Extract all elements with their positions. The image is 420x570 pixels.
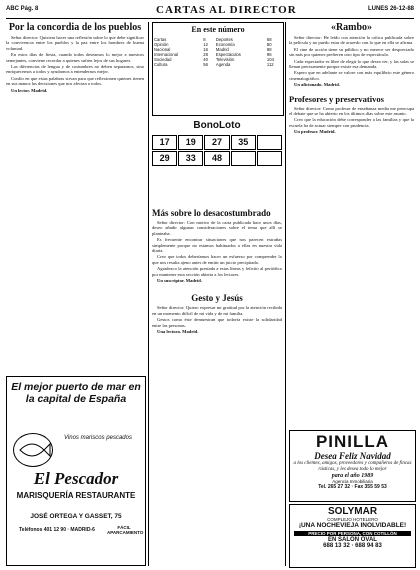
ad-brand: PINILLA	[315, 432, 390, 451]
letter-paragraph: Espero que en adelante se valore con más equilibrio este género cinematográfico.	[289, 70, 414, 81]
letter-signature: Un lector. Madrid.	[11, 87, 48, 93]
letter-paragraph: Señor director: Quiero expresar mi gratitud por la atención recibida en un momento difícil de mi vida y de mi familia.	[152, 305, 282, 316]
contents-row	[153, 62, 283, 67]
letter-column-2	[152, 206, 282, 566]
ad-el-pescador	[6, 376, 146, 566]
contents-item: Nacional	[154, 47, 171, 52]
loto-number	[231, 151, 256, 166]
contents-item: Agenda	[215, 62, 231, 67]
contents-item: Sociedad	[154, 57, 172, 62]
column-rule	[285, 22, 286, 566]
ad-year: para el año 1989	[331, 473, 374, 479]
ad-subline: Vinos mariscos pescados	[64, 435, 132, 441]
letter-signature: Un aficionado. Madrid.	[294, 82, 340, 88]
contents-item: Deportes	[215, 37, 233, 42]
ad-price-band: PRECIO POR PERSONA, CON COTILLÓN	[294, 531, 411, 536]
contents-item: Televisión	[215, 57, 235, 62]
letter-signature: Una lectora. Madrid.	[157, 329, 199, 335]
contents-page: 12	[203, 42, 208, 47]
contents-page: 16	[203, 47, 208, 52]
page-number: ABC Pág. 8	[6, 6, 39, 12]
letter-title: Gesto y Jesús	[191, 293, 243, 304]
page-header	[6, 4, 414, 19]
letter-signature: Un suscriptor. Madrid.	[157, 278, 203, 284]
contents-item: Espectáculos	[215, 52, 241, 57]
contents-title: En este número	[191, 25, 245, 34]
contents-page: 96	[266, 52, 272, 57]
contents-page: 112	[266, 62, 274, 67]
letter-paragraph: En estos días de fiesta, cuando todos deseamos lo mejor a nuestros semejantes, conviene recordar a quienes sufren lejos de sus hogares.	[6, 52, 144, 63]
letter-paragraph: Señor director: Con motivo de la carta publicada hace unos días, deseo añadir algunas consideraciones sobre el tema que allí se planteaba.	[152, 220, 282, 236]
restaurant-phone: Teléfonos 401 12 90 · MADRID-6	[19, 527, 95, 533]
loto-number: 33	[178, 151, 203, 166]
loto-number: 17	[152, 135, 177, 150]
letter-signature: Un profesor. Madrid.	[294, 129, 336, 135]
letter-paragraph: Cada espectador es libre de elegir lo que desea ver, y las salas se llenan precisamente porque existe esa demanda.	[289, 58, 414, 70]
bonoloto-box	[152, 118, 282, 202]
letter-title: Más sobre lo desacostumbrado	[152, 208, 271, 218]
contents-item: Cartas	[154, 37, 167, 42]
restaurant-address: JOSÉ ORTEGA Y GASSET, 75	[30, 513, 122, 520]
letter-title: Profesores y preservativos	[289, 93, 384, 104]
letter-paragraph: Las diferencias de lengua y de costumbres no deben separarnos, sino enriquecernos a todos y ayudarnos a entendernos mejor.	[6, 64, 144, 75]
contents-page: 28	[203, 52, 208, 57]
contents-page: 80	[266, 42, 272, 47]
contents-box	[152, 22, 284, 116]
contents-page: 8	[203, 37, 206, 42]
contents-item: Cultura	[154, 62, 168, 67]
contents-item: Internacional	[154, 52, 178, 57]
letter-paragraph: Creo que la educación debe corresponder a las familias y que la escuela ha de actuar siempre con prudencia.	[289, 117, 414, 128]
letter-paragraph: Creo que todos deberíamos hacer un esfuerzo por comprender lo que nos resulta ajeno antes de emitir un juicio precipitado.	[152, 254, 282, 265]
loto-number: 27	[204, 135, 229, 150]
ad-phone: Tel. 265 27 32 · Fax 355 59 53	[318, 484, 387, 490]
contents-page: 104	[266, 57, 274, 62]
loto-number: 35	[231, 135, 256, 150]
ad-line: EN SALÓN OVAL	[328, 537, 377, 543]
contents-page: 56	[203, 62, 208, 67]
ad-text: a los clientes, amigos, proveedores y compañeros de fincas rústicas, y les desea todo lo mejor	[293, 461, 412, 472]
letter-paragraph: Señor director: Como profesor de enseñanza media me preocupa el debate que se ha abierto en los últimos días sobre este asunto.	[289, 105, 414, 117]
contents-page: 40	[203, 57, 208, 62]
contents-item: Economía	[215, 42, 235, 47]
loto-number: 29	[152, 151, 177, 166]
contents-item: Madrid	[215, 47, 229, 52]
restaurant-kind: MARISQUERÍA RESTAURANTE	[16, 491, 136, 500]
loto-number	[257, 151, 282, 166]
loto-number: 19	[178, 135, 203, 150]
letter-paragraph: Gestos como éste demuestran que todavía existe la solidaridad entre las personas.	[152, 317, 282, 328]
page-date: LUNES 26-12-88	[367, 6, 414, 12]
contents-item: Opinión	[154, 42, 169, 47]
letter-paragraph: Agradezco la atención prestada a estas líneas y felicito al periódico por mantener esta sección abierta a los lectores.	[152, 266, 282, 277]
letter-paragraph: Es frecuente encontrar situaciones que nos parecen extrañas simplemente porque no estamos habituados a ellas en nuestra vida diaria.	[152, 237, 282, 254]
ad-subtitle: COMPLEJO HOTELERO	[327, 517, 378, 522]
bonoloto-numbers	[152, 135, 282, 166]
bonoloto-logo: BonoLoto	[193, 120, 241, 131]
ad-solymar	[289, 504, 416, 568]
ad-brand: SOLYMAR	[327, 506, 378, 517]
loto-number	[257, 135, 282, 150]
letter-paragraph: El cine de acción tiene su público y no merece ser despreciado sin más por quienes prefieren otro tipo de espectáculo.	[289, 46, 414, 58]
parking-note: FÁCIL APARCAMIENTO	[107, 525, 144, 535]
loto-number: 48	[204, 151, 229, 166]
ad-phone: 688 13 32 · 688 94 83	[323, 543, 382, 549]
ad-headline: ¡UNA NOCHEVIEJA INOLVIDABLE!	[298, 522, 407, 529]
ad-address: Agencia Inmobiliaria	[332, 479, 373, 484]
contents-page: 88	[266, 47, 272, 52]
letter-title: «Rambo»	[330, 22, 373, 33]
fish-icon	[13, 433, 53, 467]
letter-paragraph: Señor director: Quisiera hacer una reflexión sobre lo que debe significar la convivencia entre los pueblos y la paz entre los hombres de buena voluntad.	[6, 35, 144, 51]
ad-greeting: Desea Feliz Navidad	[314, 451, 391, 461]
restaurant-name: El Pescador	[33, 469, 119, 488]
letter-column-1	[6, 22, 144, 372]
contents-table	[153, 37, 283, 67]
contents-page: 68	[266, 37, 272, 42]
letter-column-3	[289, 22, 414, 402]
letter-title: Por la concordia de los pueblos	[8, 22, 142, 33]
letter-paragraph: Confío en que estas palabras sirvan para que reflexionen quienes tienen en sus manos las decisiones que nos afectan a todos.	[6, 75, 144, 87]
section-title: CARTAS AL DIRECTOR	[156, 4, 297, 16]
letter-paragraph: Señor director: He leído con atención la crítica publicada sobre la película y no puedo estar de acuerdo con lo que en ella se afirma.	[289, 35, 414, 46]
column-rule	[148, 22, 149, 566]
ad-pinilla	[289, 430, 416, 502]
ad-headline: El mejor puerto de mar en la capital de España	[11, 381, 141, 405]
